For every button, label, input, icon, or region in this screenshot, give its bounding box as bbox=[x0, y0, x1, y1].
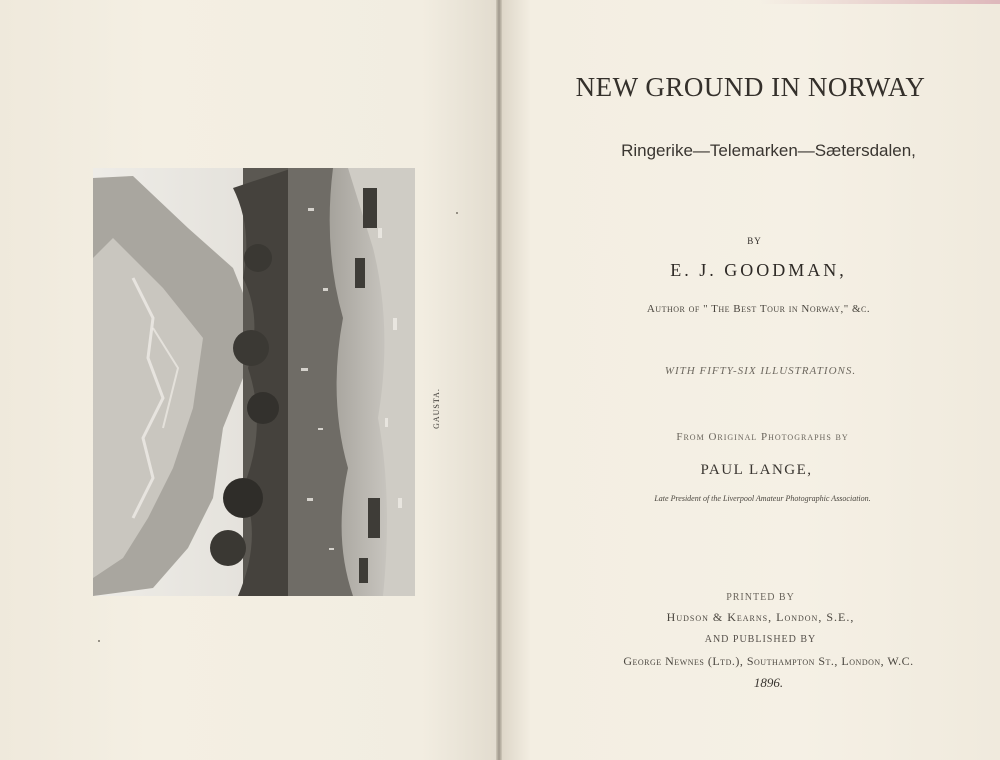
book-subtitle: Ringerike—Telemarken—Sætersdalen, bbox=[621, 141, 916, 160]
plate-caption-text: GAUSTA. bbox=[431, 387, 441, 429]
author-name: E. J. GOODMAN, bbox=[670, 260, 847, 280]
book-title: NEW GROUND IN NORWAY bbox=[575, 72, 926, 102]
plate-caption bbox=[424, 383, 448, 433]
printer-name: Hudson & Kearns, London, S.E., bbox=[666, 610, 855, 624]
right-page bbox=[501, 0, 1000, 760]
author-credentials: Author of " The Best Tour in Norway," &c. bbox=[646, 303, 871, 315]
paper-speck bbox=[456, 212, 458, 214]
printed-by-label: PRINTED BY bbox=[726, 592, 795, 603]
photographer-name: PAUL LANGE, bbox=[700, 462, 813, 478]
photographer-title: Late President of the Liverpool Amateur Photographic Association. bbox=[654, 494, 871, 503]
publication-year: 1896. bbox=[753, 675, 784, 690]
illustrations-note: WITH FIFTY-SIX ILLUSTRATIONS. bbox=[664, 365, 857, 377]
frontispiece-photo bbox=[93, 168, 415, 596]
gausta-photo-illustration bbox=[93, 168, 415, 596]
by-line: BY bbox=[747, 236, 762, 246]
photographs-credit: From Original Photographs by bbox=[676, 431, 849, 443]
book-gutter bbox=[496, 0, 502, 760]
page-edge-stain bbox=[760, 0, 1000, 4]
publisher-name: George Newnes (Ltd.), Southampton St., London, W.C. bbox=[623, 654, 914, 668]
published-by-label: AND PUBLISHED BY bbox=[704, 634, 817, 645]
paper-speck bbox=[98, 640, 100, 642]
